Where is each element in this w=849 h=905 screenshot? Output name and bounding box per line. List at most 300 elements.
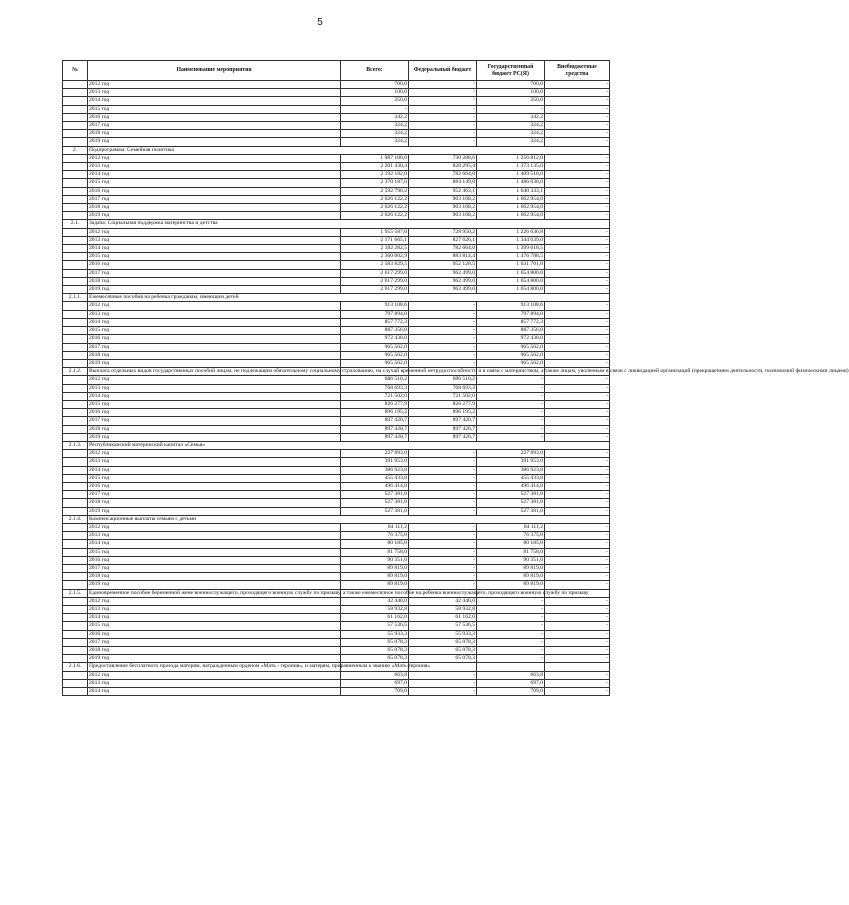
extra-cell: -	[545, 376, 610, 384]
total-cell: 527 381,0	[341, 491, 409, 499]
extra-cell: -	[545, 679, 610, 687]
extra-cell: -	[545, 286, 610, 294]
row-number-cell	[63, 597, 88, 605]
republic-cell: 89 819,0	[477, 573, 545, 581]
table-row	[63, 286, 610, 294]
year-cell: 2018 год	[88, 573, 341, 581]
table-row	[63, 171, 610, 179]
extra-cell: -	[545, 105, 610, 113]
federal-cell: -	[409, 573, 477, 581]
federal-cell: -	[409, 359, 477, 367]
row-number-cell	[63, 679, 88, 687]
table-row	[63, 113, 610, 121]
year-cell: 2014 год	[88, 466, 341, 474]
year-cell: 2013 год	[88, 606, 341, 614]
row-number-cell	[63, 606, 88, 614]
row-number-cell	[63, 417, 88, 425]
republic-cell: -	[477, 105, 545, 113]
federal-cell: -	[409, 130, 477, 138]
federal-cell: 65 078,3	[409, 655, 477, 663]
year-cell: 2017 год	[88, 491, 341, 499]
table-row	[63, 302, 610, 310]
federal-cell: -	[409, 458, 477, 466]
total-cell: 455 433,0	[341, 474, 409, 482]
total-cell: 324,2	[341, 130, 409, 138]
row-number-cell	[63, 105, 88, 113]
section-row	[63, 663, 610, 671]
republic-cell: 857 772,3	[477, 318, 545, 326]
extra-cell: -	[545, 122, 610, 130]
extra-cell: -	[545, 269, 610, 277]
row-number-cell	[63, 236, 88, 244]
federal-cell: 896 195,2	[409, 409, 477, 417]
republic-cell: 391 953,0	[477, 458, 545, 466]
year-cell: 2012 год	[88, 302, 341, 310]
total-cell: 342,2	[341, 113, 409, 121]
year-cell: 2015 год	[88, 400, 341, 408]
extra-cell: -	[545, 491, 610, 499]
republic-cell: 342,2	[477, 113, 545, 121]
year-cell: 2015 год	[88, 105, 341, 113]
total-cell: 89 819,0	[341, 573, 409, 581]
extra-cell: -	[545, 622, 610, 630]
section-code: 2.1.4.	[63, 515, 88, 523]
row-number-cell	[63, 548, 88, 556]
table-row	[63, 122, 610, 130]
republic-cell: -	[477, 655, 545, 663]
table-header	[63, 61, 610, 81]
federal-cell: -	[409, 105, 477, 113]
year-cell: 2017 год	[88, 343, 341, 351]
extra-cell: -	[545, 261, 610, 269]
total-cell: 2 617 299,0	[341, 277, 409, 285]
total-cell: 857 772,3	[341, 318, 409, 326]
federal-cell: 782 664,0	[409, 245, 477, 253]
total-cell: 2 370 187,0	[341, 179, 409, 187]
extra-cell: -	[545, 81, 610, 89]
row-number-cell	[63, 376, 88, 384]
total-cell: -	[341, 105, 409, 113]
year-cell: 2012 год	[88, 376, 341, 384]
republic-cell: 81 758,0	[477, 548, 545, 556]
extra-cell: -	[545, 343, 610, 351]
table-row	[63, 81, 610, 89]
republic-cell: 1 654 800,0	[477, 277, 545, 285]
row-number-cell	[63, 277, 88, 285]
extra-cell: -	[545, 564, 610, 572]
row-number-cell	[63, 384, 88, 392]
extra-cell: -	[545, 433, 610, 441]
total-cell: 965 562,0	[341, 343, 409, 351]
row-number-cell	[63, 491, 88, 499]
extra-cell: -	[545, 499, 610, 507]
total-cell: 65 078,3	[341, 647, 409, 655]
total-cell: 2 171 665,1	[341, 236, 409, 244]
extra-cell: -	[545, 688, 610, 696]
federal-cell: 963 168,2	[409, 212, 477, 220]
year-cell: 2019 год	[88, 507, 341, 515]
table-row	[63, 556, 610, 564]
row-number-cell	[63, 89, 88, 97]
federal-cell: 721 502,0	[409, 392, 477, 400]
total-cell: 350,0	[341, 97, 409, 105]
republic-cell: 1 654 800,0	[477, 269, 545, 277]
republic-cell: 455 433,0	[477, 474, 545, 482]
year-cell: 2015 год	[88, 327, 341, 335]
extra-cell: -	[545, 581, 610, 589]
republic-cell: 1 654 800,0	[477, 286, 545, 294]
row-number-cell	[63, 261, 88, 269]
row-number-cell	[63, 212, 88, 220]
row-number-cell	[63, 433, 88, 441]
federal-cell: -	[409, 581, 477, 589]
republic-cell: 965 562,0	[477, 351, 545, 359]
table-row	[63, 622, 610, 630]
table-row	[63, 564, 610, 572]
federal-cell: -	[409, 532, 477, 540]
table-row	[63, 310, 610, 318]
republic-cell: 386 923,0	[477, 466, 545, 474]
total-cell: 58 932,8	[341, 606, 409, 614]
table-row	[63, 450, 610, 458]
republic-cell: 496 414,0	[477, 482, 545, 490]
republic-cell: -	[477, 392, 545, 400]
row-number-cell	[63, 523, 88, 531]
extra-cell: -	[545, 277, 610, 285]
extra-cell: -	[545, 523, 610, 531]
table-row	[63, 671, 610, 679]
federal-cell: -	[409, 113, 477, 121]
year-cell: 2015 год	[88, 474, 341, 482]
year-cell: 2013 год	[88, 532, 341, 540]
year-cell: 2013 год	[88, 310, 341, 318]
republic-cell: 1 373 135,0	[477, 163, 545, 171]
total-cell: 2 592 796,2	[341, 187, 409, 195]
table-row	[63, 384, 610, 392]
federal-cell: 61 162,0	[409, 614, 477, 622]
empty-cell-extra	[545, 663, 610, 671]
total-cell: 686 510,2	[341, 376, 409, 384]
table-row	[63, 630, 610, 638]
republic-cell: 527 381,0	[477, 491, 545, 499]
federal-cell: 962 499,0	[409, 286, 477, 294]
table-row	[63, 532, 610, 540]
total-cell: 2 360 602,9	[341, 253, 409, 261]
republic-cell: 797 894,0	[477, 310, 545, 318]
republic-cell: 227 893,0	[477, 450, 545, 458]
table-row	[63, 138, 610, 146]
row-number-cell	[63, 564, 88, 572]
total-cell: 386 923,0	[341, 466, 409, 474]
total-cell: 2 617 299,0	[341, 269, 409, 277]
republic-cell: -	[477, 614, 545, 622]
year-cell: 2017 год	[88, 638, 341, 646]
total-cell: 324,2	[341, 122, 409, 130]
table-row	[63, 581, 610, 589]
table-row	[63, 105, 610, 113]
total-cell: 965 562,0	[341, 351, 409, 359]
year-cell: 2018 год	[88, 204, 341, 212]
total-cell: 826 277,9	[341, 400, 409, 408]
federal-cell: -	[409, 351, 477, 359]
extra-cell: -	[545, 532, 610, 540]
table-row	[63, 327, 610, 335]
federal-cell: -	[409, 540, 477, 548]
republic-cell: 887 356,0	[477, 327, 545, 335]
section-title: Выплата отдельных видов государственных пособий лицам, не подлежащим обязательному социальному страхованию, на случай временной нетрудоспособности и в связи с материнством, а также лицам, уволенным в связи с ликвидацией организаций (прекращением деятельности, полномочий физическими лицами)	[89, 368, 849, 375]
extra-cell: -	[545, 597, 610, 605]
total-cell: 768 693,3	[341, 384, 409, 392]
year-cell: 2016 год	[88, 187, 341, 195]
section-title: Ежемесячные пособия на ребенка гражданам, имеющим детей	[88, 294, 610, 302]
federal-cell: -	[409, 89, 477, 97]
federal-cell: -	[409, 679, 477, 687]
extra-cell: -	[545, 236, 610, 244]
year-cell: 2019 год	[88, 433, 341, 441]
table-row	[63, 417, 610, 425]
year-cell: 2014 год	[88, 614, 341, 622]
year-cell: 2019 год	[88, 655, 341, 663]
year-cell: 2015 год	[88, 548, 341, 556]
republic-cell: 89 819,0	[477, 581, 545, 589]
extra-cell: -	[545, 392, 610, 400]
extra-cell: -	[545, 482, 610, 490]
total-cell: 324,2	[341, 138, 409, 146]
year-cell: 2018 год	[88, 499, 341, 507]
total-cell: 2 201 430,4	[341, 163, 409, 171]
extra-cell: -	[545, 417, 610, 425]
federal-cell: -	[409, 507, 477, 515]
table-row	[63, 606, 610, 614]
extra-cell: -	[545, 458, 610, 466]
republic-cell: 965 562,0	[477, 359, 545, 367]
total-cell: 1 955 587,0	[341, 228, 409, 236]
total-cell: 913 108,6	[341, 302, 409, 310]
federal-cell: 827 626,1	[409, 236, 477, 244]
table-row	[63, 482, 610, 490]
extra-cell: -	[545, 335, 610, 343]
republic-cell: 80 185,0	[477, 540, 545, 548]
row-number-cell	[63, 392, 88, 400]
republic-cell: 527 381,0	[477, 507, 545, 515]
federal-cell: -	[409, 327, 477, 335]
year-cell: 2014 год	[88, 392, 341, 400]
extra-cell: -	[545, 138, 610, 146]
federal-cell: 730 288,6	[409, 154, 477, 162]
row-number-cell	[63, 343, 88, 351]
federal-cell: -	[409, 556, 477, 564]
republic-cell: -	[477, 400, 545, 408]
table-row	[63, 507, 610, 515]
total-cell: 2 626 122,2	[341, 204, 409, 212]
table-row	[63, 245, 610, 253]
republic-cell: 1 486 038,0	[477, 179, 545, 187]
extra-cell: -	[545, 187, 610, 195]
table-row	[63, 130, 610, 138]
row-number-cell	[63, 622, 88, 630]
total-cell: 527 381,0	[341, 507, 409, 515]
federal-cell: 65 078,3	[409, 647, 477, 655]
section-code: 2.	[63, 146, 88, 154]
row-number-cell	[63, 532, 88, 540]
extra-cell: -	[545, 327, 610, 335]
year-cell: 2015 год	[88, 179, 341, 187]
table-row	[63, 277, 610, 285]
federal-cell: -	[409, 310, 477, 318]
table-body	[63, 81, 849, 696]
header-total: Всего:	[341, 61, 409, 81]
federal-cell: 897 420,7	[409, 417, 477, 425]
total-cell: 89 819,0	[341, 581, 409, 589]
republic-cell: 1 409 518,0	[477, 171, 545, 179]
extra-cell: -	[545, 384, 610, 392]
row-number-cell	[63, 318, 88, 326]
table-row	[63, 425, 610, 433]
table-row	[63, 597, 610, 605]
year-cell: 2014 год	[88, 171, 341, 179]
republic-cell: 1 662 954,0	[477, 195, 545, 203]
republic-cell: 100,0	[477, 89, 545, 97]
row-number-cell	[63, 81, 88, 89]
republic-cell: -	[477, 409, 545, 417]
federal-cell: -	[409, 523, 477, 531]
row-number-cell	[63, 302, 88, 310]
table-row	[63, 400, 610, 408]
total-cell: 721 502,0	[341, 392, 409, 400]
empty-cell-republic	[477, 663, 545, 671]
total-cell: 897 420,7	[341, 433, 409, 441]
total-cell: 89 819,0	[341, 564, 409, 572]
extra-cell: -	[545, 606, 610, 614]
table-row	[63, 688, 610, 696]
table-row	[63, 204, 610, 212]
table-row	[63, 491, 610, 499]
row-number-cell	[63, 351, 88, 359]
extra-cell: -	[545, 359, 610, 367]
total-cell: 2 182 282,5	[341, 245, 409, 253]
year-cell: 2019 год	[88, 212, 341, 220]
republic-cell: 663,8	[477, 671, 545, 679]
extra-cell: -	[545, 171, 610, 179]
federal-cell: -	[409, 548, 477, 556]
extra-cell: -	[545, 474, 610, 482]
year-cell: 2019 год	[88, 359, 341, 367]
year-cell: 2017 год	[88, 122, 341, 130]
year-cell: 2018 год	[88, 277, 341, 285]
year-cell: 2015 год	[88, 622, 341, 630]
section-code: 2.1.	[63, 220, 88, 228]
row-number-cell	[63, 638, 88, 646]
republic-cell: -	[477, 597, 545, 605]
year-cell: 2016 год	[88, 113, 341, 121]
extra-cell: -	[545, 351, 610, 359]
row-number-cell	[63, 286, 88, 294]
year-cell: 2018 год	[88, 647, 341, 655]
total-cell: 65 078,3	[341, 638, 409, 646]
federal-cell: 782 664,0	[409, 171, 477, 179]
row-number-cell	[63, 630, 88, 638]
year-cell: 2016 год	[88, 482, 341, 490]
row-number-cell	[63, 671, 88, 679]
row-number-cell	[63, 400, 88, 408]
total-cell: 65 078,3	[341, 655, 409, 663]
table-row	[63, 335, 610, 343]
table-row	[63, 638, 610, 646]
republic-cell: 1 399 618,5	[477, 245, 545, 253]
row-number-cell	[63, 655, 88, 663]
extra-cell: -	[545, 614, 610, 622]
year-cell: 2014 год	[88, 318, 341, 326]
federal-cell: 57 536,5	[409, 622, 477, 630]
federal-cell: -	[409, 671, 477, 679]
row-number-cell	[63, 130, 88, 138]
total-cell: 227 893,0	[341, 450, 409, 458]
extra-cell: -	[545, 154, 610, 162]
extra-cell: -	[545, 310, 610, 318]
total-cell: 80 185,0	[341, 540, 409, 548]
row-number-cell	[63, 113, 88, 121]
total-cell: 84 111,2	[341, 523, 409, 531]
row-number-cell	[63, 688, 88, 696]
total-cell: 100,0	[341, 89, 409, 97]
table-row	[63, 474, 610, 482]
table-row	[63, 540, 610, 548]
extra-cell: -	[545, 638, 610, 646]
extra-cell: -	[545, 253, 610, 261]
row-number-cell	[63, 556, 88, 564]
year-cell: 2013 год	[88, 163, 341, 171]
federal-cell: -	[409, 564, 477, 572]
extra-cell: -	[545, 450, 610, 458]
republic-cell: 324,2	[477, 130, 545, 138]
row-number-cell	[63, 97, 88, 105]
extra-cell: -	[545, 89, 610, 97]
republic-cell: -	[477, 622, 545, 630]
section-row	[63, 146, 610, 154]
year-cell: 2016 год	[88, 335, 341, 343]
republic-cell: 324,2	[477, 138, 545, 146]
table-row	[63, 187, 610, 195]
table-row	[63, 548, 610, 556]
section-code: 2.1.1.	[63, 294, 88, 302]
federal-cell: 962 499,0	[409, 269, 477, 277]
republic-cell: 1 226 636,8	[477, 228, 545, 236]
total-cell: 887 356,0	[341, 327, 409, 335]
year-cell: 2017 год	[88, 417, 341, 425]
header-name: Наименование мероприятия	[88, 61, 341, 81]
row-number-cell	[63, 647, 88, 655]
total-cell: 496 414,0	[341, 482, 409, 490]
extra-cell: -	[545, 556, 610, 564]
section-row	[63, 220, 610, 228]
extra-cell: -	[545, 130, 610, 138]
table-row	[63, 499, 610, 507]
extra-cell: -	[545, 195, 610, 203]
republic-cell: 76 375,0	[477, 532, 545, 540]
federal-cell: 952 128,5	[409, 261, 477, 269]
table-row	[63, 376, 610, 384]
federal-cell: -	[409, 335, 477, 343]
extra-cell: -	[545, 507, 610, 515]
year-cell: 2018 год	[88, 351, 341, 359]
federal-cell: -	[409, 450, 477, 458]
year-cell: 2017 год	[88, 195, 341, 203]
year-cell: 2013 год	[88, 679, 341, 687]
year-cell: 2019 год	[88, 138, 341, 146]
row-number-cell	[63, 269, 88, 277]
total-cell: 2 583 829,5	[341, 261, 409, 269]
section-code: 2.1.6.	[63, 663, 88, 671]
